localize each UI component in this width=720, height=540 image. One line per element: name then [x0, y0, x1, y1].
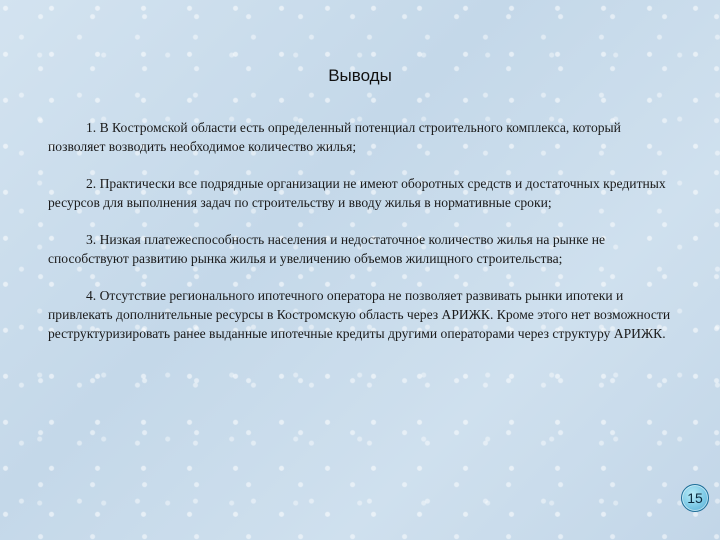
conclusions-list [48, 118, 678, 361]
slide-title: Выводы [328, 66, 392, 85]
conclusion-item-2: 2. Практически все подрядные организации не имеют оборотных средств и достаточных кредитных ресурсов для выполнения задач по строительству и вводу жилья в нормативные сроки; [48, 176, 666, 210]
conclusion-item-4: 4. Отсутствие регионального ипотечного оператора не позволяет развивать рынки ипотеки и привлекать дополнительные ресурсы в Костромскую область через АРИЖК. Кроме этого нет возможности реструктуризировать ранее выданные ипотечные кредиты другими операторами через структуру АРИЖК. [48, 288, 671, 341]
conclusion-item-1: 1. В Костромской области есть определенный потенциал строительного комплекса, который позволяет возводить необходимое количество жилья; [48, 120, 621, 154]
conclusion-item-3: 3. Низкая платежеспособность населения и недостаточное количество жилья на рынке не способствуют развитию рынка жилья и увеличению объемов жилищного строительства; [48, 232, 606, 266]
page-number-badge: 15 [681, 484, 709, 512]
